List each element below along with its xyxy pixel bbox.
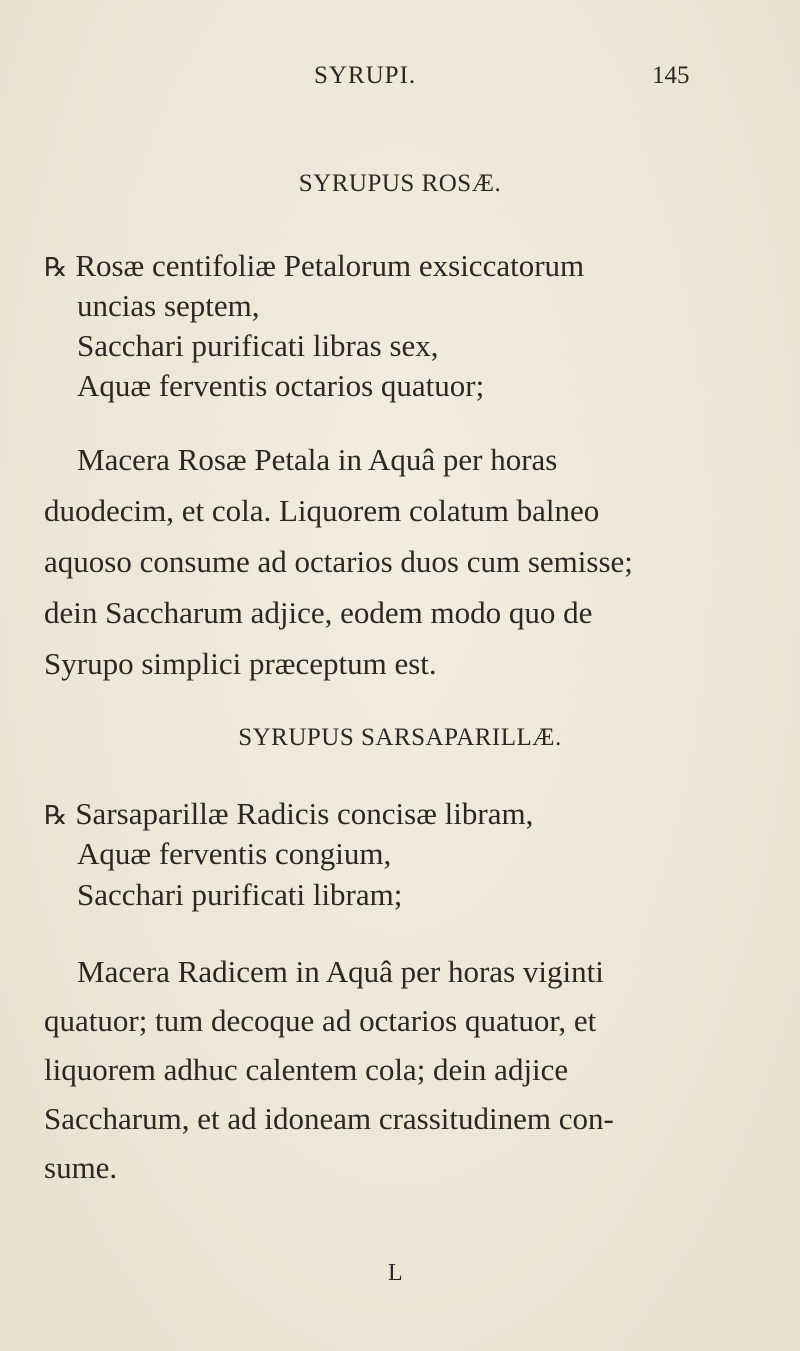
ingredient-line: [44, 246, 584, 288]
direction-line: Syrupo simplici præceptum est.: [44, 646, 437, 681]
direction-line: Saccharum, et ad idoneam crassitudinem con-: [44, 1101, 614, 1136]
signature-mark: L: [388, 1260, 403, 1286]
direction-line: dein Saccharum adjice, eodem modo quo de: [44, 595, 593, 630]
ingredient-line: Sacchari purificati libram;: [77, 877, 403, 912]
direction-line: duodecim, et cola. Liquorem colatum balneo: [44, 493, 600, 528]
direction-line: liquorem adhuc calentem cola; dein adjice: [44, 1052, 569, 1087]
ingredient-line: Aquæ ferventis octarios quatuor;: [77, 368, 485, 403]
ingredient-line: [44, 794, 533, 836]
ingredient-line: Sacchari purificati libras sex,: [77, 328, 439, 363]
running-head-title: SYRUPI.: [314, 62, 417, 89]
section-heading-syrupus-sarsaparillae: SYRUPUS SARSAPARILLÆ.: [238, 724, 562, 751]
ingredient-text: Rosæ centifoliæ Petalorum exsiccatorum: [75, 248, 585, 283]
ingredient-text: Sarsaparillæ Radicis concisæ libram,: [75, 796, 534, 831]
ingredient-line: uncias septem,: [77, 288, 260, 323]
recipe-symbol: ℞: [44, 253, 68, 282]
page-number: 145: [652, 62, 690, 89]
direction-line: Macera Radicem in Aquâ per horas viginti: [77, 954, 604, 989]
direction-line: sume.: [44, 1150, 118, 1185]
direction-line: quatuor; tum decoque ad octarios quatuor, et: [44, 1003, 597, 1038]
ingredient-line: Aquæ ferventis congium,: [77, 836, 392, 871]
recipe-symbol: ℞: [44, 801, 68, 830]
section-heading-syrupus-rosae: SYRUPUS ROSÆ.: [298, 170, 502, 197]
running-head: [0, 62, 800, 94]
direction-line: aquoso consume ad octarios duos cum semisse;: [44, 544, 633, 579]
direction-line: Macera Rosæ Petala in Aquâ per horas: [77, 442, 558, 477]
